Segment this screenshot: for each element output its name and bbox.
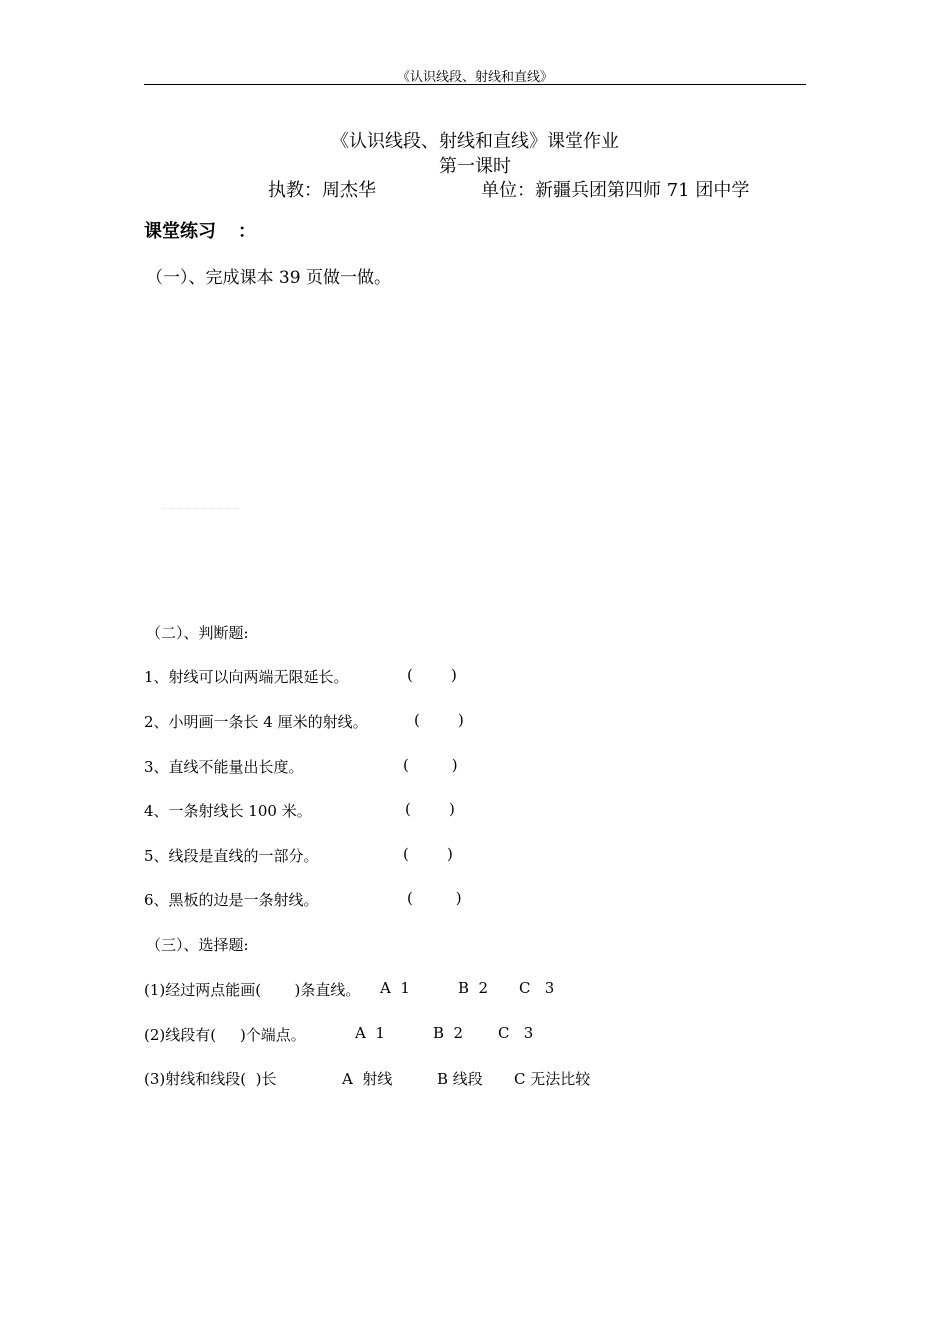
answer-blank-6: ( ) — [407, 889, 462, 907]
choice-2-option-a: A 1 — [355, 1024, 385, 1042]
part2-heading: （二）、判断题: — [146, 624, 249, 642]
choice-1-option-c: C 3 — [519, 979, 555, 997]
answer-blank-1: ( ) — [407, 666, 457, 684]
part3-heading: （三）、选择题: — [146, 936, 249, 954]
judgment-item-5: 5、线段是直线的一部分。 — [144, 847, 319, 865]
choice-2-option-c: C 3 — [498, 1024, 534, 1042]
lesson-subtitle: 第一课时 — [439, 156, 511, 177]
choice-3-option-b: B 线段 — [437, 1070, 483, 1088]
choice-question-2: (2)线段有( )个端点。 — [144, 1026, 306, 1044]
choice-question-1: (1)经过两点能画( )条直线。 — [144, 981, 361, 999]
part1-instruction: （一）、完成课本 39 页做一做。 — [146, 268, 391, 288]
judgment-item-6: 6、黑板的边是一条射线。 — [144, 891, 319, 909]
running-header: 《认识线段、射线和直线》 — [396, 70, 553, 85]
teacher-line: 执教：周杰华 — [268, 180, 376, 201]
answer-blank-4: ( ) — [405, 800, 455, 818]
choice-2-option-b: B 2 — [433, 1024, 464, 1042]
section-title: 课堂练习 ： — [144, 221, 256, 242]
header-rule — [144, 84, 806, 85]
unit-line: 单位：新疆兵团第四师 71 团中学 — [481, 180, 750, 201]
judgment-item-2: 2、小明画一条长 4 厘米的射线。 — [144, 713, 368, 731]
judgment-item-1: 1、射线可以向两端无限延长。 — [144, 668, 349, 686]
choice-1-option-a: A 1 — [380, 979, 410, 997]
document-title: 《认识线段、射线和直线》课堂作业 — [331, 131, 619, 152]
choice-1-option-b: B 2 — [458, 979, 489, 997]
choice-3-option-c: C 无法比较 — [514, 1070, 591, 1088]
answer-blank-2: ( ) — [414, 711, 464, 729]
judgment-item-4: 4、一条射线长 100 米。 — [144, 802, 312, 820]
answer-blank-3: ( ) — [403, 756, 458, 774]
answer-blank-5: ( ) — [403, 845, 453, 863]
choice-question-3: (3)射线和线段( )长 — [144, 1070, 277, 1088]
judgment-item-3: 3、直线不能量出长度。 — [144, 758, 304, 776]
choice-3-option-a: A 射线 — [342, 1070, 393, 1088]
faint-line — [163, 508, 239, 509]
